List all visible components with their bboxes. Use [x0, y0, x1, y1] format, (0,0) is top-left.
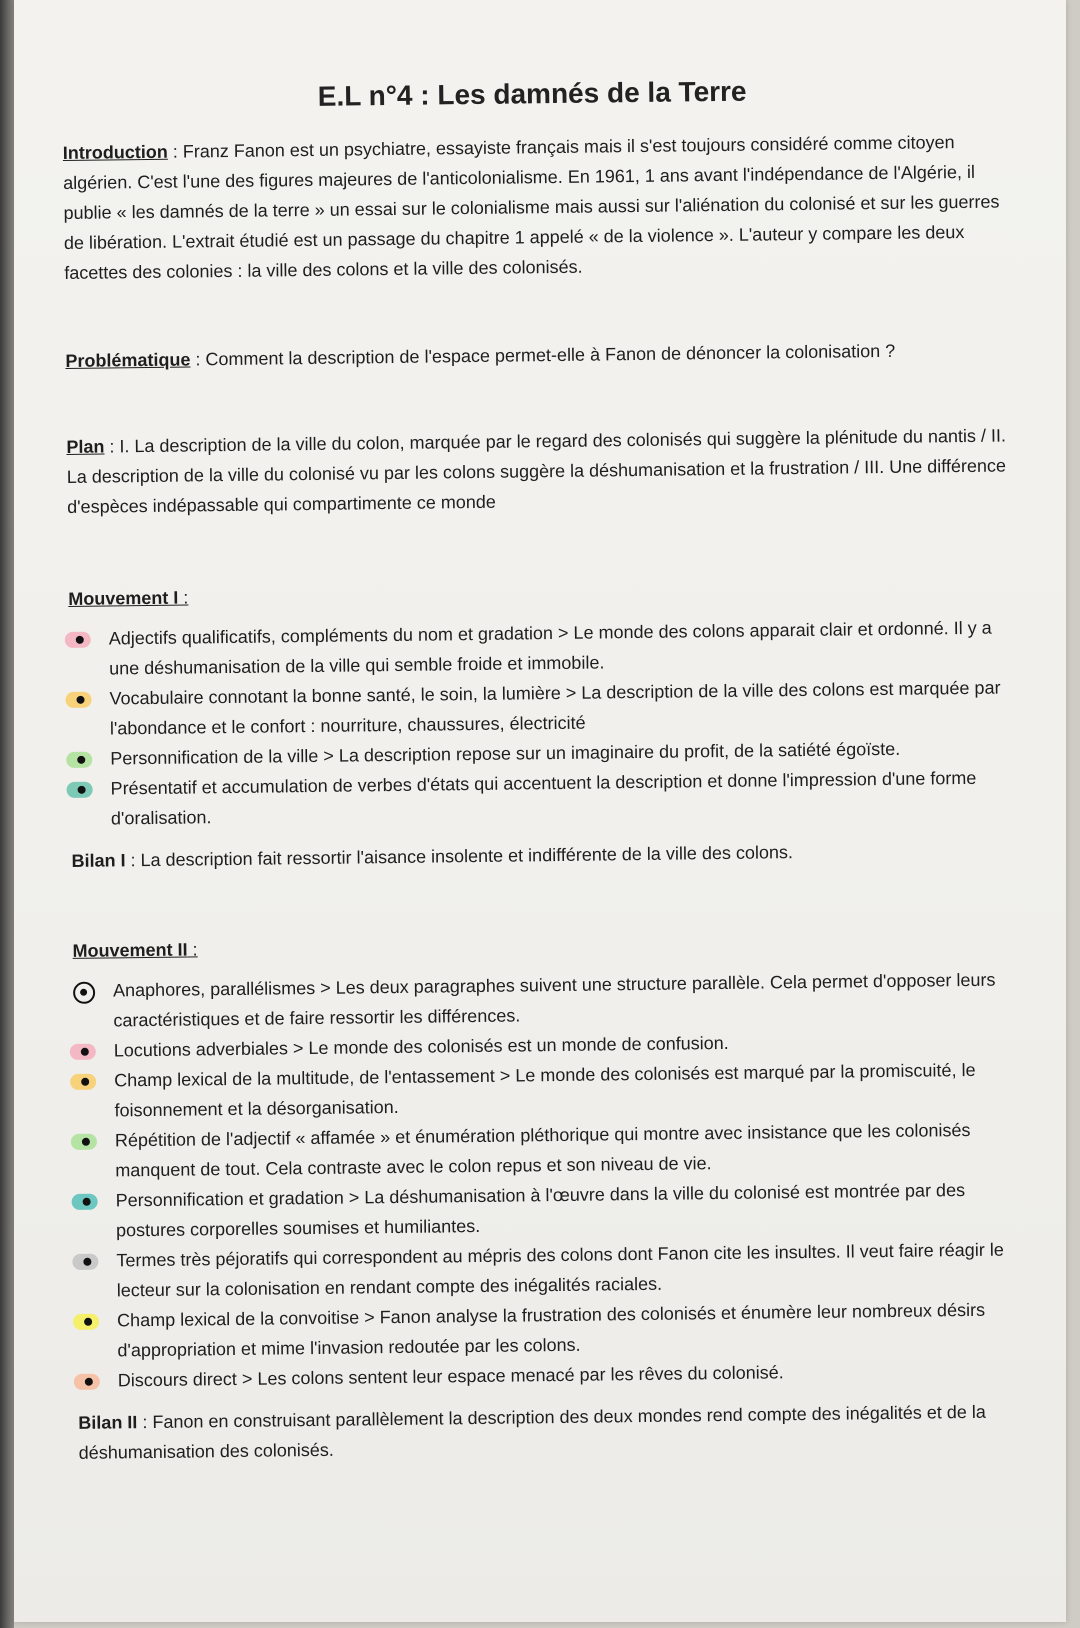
bullet-dot-icon: [83, 1198, 91, 1206]
introduction-paragraph: [63, 127, 1005, 288]
mouvement2-item-text: Anaphores, parallélismes > Les deux paragraphes suivent une structure parallèle. Cela permet d'opposer leurs caractéristiques et de faire ressortir les différences.: [112, 969, 996, 1031]
page-title: E.L n°4 : Les damnés de la Terre: [317, 75, 747, 112]
problematique-text: : Comment la description de l'espace permet-elle à Fanon de dénoncer la colonisation ?: [190, 340, 896, 370]
bullet-dot-icon: [83, 1258, 91, 1266]
mouvement-1-list: [69, 612, 1011, 833]
mouvement1-item-text: Personnification de la ville > La description repose sur un imaginaire du profit, de la satiété égoïste.: [110, 738, 901, 769]
bullet-dot-icon: [81, 1078, 89, 1086]
bilan-1-label: Bilan I: [71, 850, 126, 871]
mouvement-1-colon: :: [178, 587, 189, 608]
mouvement-1-section: [68, 572, 1011, 875]
bullet-dot-icon: [85, 1378, 93, 1386]
mouvement2-item-text: Termes très péjoratifs qui correspondent au mépris des colons dont Fanon cite les insultes. Il veut faire réagir le lecteur sur la colonisation en rendant compte des inégalités raciales.: [116, 1239, 1004, 1301]
plan-paragraph: [66, 420, 1007, 521]
mouvement1-item-text: Adjectifs qualificatifs, compléments du nom et gradation > Le monde des colons apparait clair et ordonné. Il y a une déshumanisation de la ville qui semble froide et immobile.: [108, 617, 992, 679]
mouvement-2-heading: [72, 924, 1012, 965]
introduction-label: Introduction: [62, 141, 168, 163]
bullet-dot-icon: [80, 989, 87, 996]
mouvement2-item-text: Champ lexical de la convoitise > Fanon analyse la frustration des colonisés et énumère leur nombreux désirs d'appropriation et mime l'invasion redoutée par les colons.: [116, 1299, 986, 1361]
mouvement-2-colon: :: [187, 939, 198, 960]
bullet-dot-icon: [78, 786, 86, 794]
mouvement2-item-text: Champ lexical de la multitude, de l'entassement > Le monde des colonisés est marqué par la promiscuité, le foisonnement et la désorganisation.: [114, 1059, 976, 1121]
mouvement-2-title: Mouvement II: [72, 939, 188, 961]
mouvement-2-section: [72, 924, 1018, 1467]
bilan-2-text: : Fanon en construisant parallèlement la description des deux mondes rend compte des inégalités et de la déshumanisation des colonisés.: [78, 1401, 986, 1463]
bullet-dot-icon: [76, 696, 84, 704]
bilan-1: [71, 834, 1011, 875]
bilan-2: [78, 1396, 1019, 1467]
plan-label: Plan: [66, 436, 105, 457]
bullet-dot-icon: [84, 1318, 92, 1326]
bullet-dot-icon: [81, 1048, 89, 1056]
mouvement-2-list: [73, 964, 1018, 1395]
mouvement2-item-text: Locutions adverbiales > Le monde des colonisés est un monde de confusion.: [113, 1032, 729, 1061]
bilan-2-label: Bilan II: [78, 1412, 138, 1433]
mouvement-1-title: Mouvement I: [68, 587, 179, 609]
problematique-label: Problématique: [65, 349, 191, 371]
introduction-text: : Franz Fanon est un psychiatre, essayiste français mais il s'est toujours considéré comme citoyen algérien. C'est l'une des figures majeures de l'anticolonialisme. En 1961, 1 ans avant l'indépendance de l'Algérie, il publie « les damnés de la terre » un essai sur le colonialisme mais aussi sur l'aliénation du colonisé et sur les guerres de libération. L'extrait étudié est un passage du chapitre 1 appelé « de la violence ». L'auteur y compare les deux facettes des colonies : la ville des colons et la ville des colonisés.: [63, 132, 1000, 283]
mouvement1-item: [70, 762, 1011, 833]
scan-edge: [0, 0, 14, 1628]
bullet-dot-icon: [82, 1138, 90, 1146]
mouvement-1-heading: [68, 572, 1008, 613]
mouvement1-item-text: Présentatif et accumulation de verbes d'états qui accentuent la description et donne l'impression d'une forme d'oralisation.: [110, 767, 977, 829]
mouvement2-item-text: Discours direct > Les colons sentent leur espace menacé par les rêves du colonisé.: [117, 1362, 784, 1391]
mouvement2-item-text: Répétition de l'adjectif « affamée » et énumération pléthorique qui montre avec insistance que les colonisés manquent de tout. Cela contraste avec le colon repus et son niveau de vie.: [114, 1119, 971, 1181]
plan-text: : I. La description de la ville du colon, marquée par le regard des colonisés qui suggère la plénitude du nantis / II. La description de la ville du colonisé vu par les colons suggère la déshumanisation et la frustration / III. Une différence d'espèces indépassable qui compartimente ce monde: [66, 425, 1007, 517]
mouvement2-item-text: Personnification et gradation > La déshumanisation à l'œuvre dans la ville du colonisé est montrée par des postures corporelles soumises et humiliantes.: [115, 1180, 966, 1241]
mouvement1-item-text: Vocabulaire connotant la bonne santé, le soin, la lumière > La description de la ville des colons est marquée par l'abondance et le confort : nourriture, chaussures, électricité: [109, 677, 1001, 739]
bullet-dot-icon: [76, 636, 84, 644]
document-content: [62, 73, 1019, 1468]
problematique-paragraph: [65, 334, 1005, 375]
bilan-1-text: : La description fait ressortir l'aisance insolente et indifférente de la ville des colons.: [125, 842, 794, 871]
bullet-dot-icon: [77, 756, 85, 764]
